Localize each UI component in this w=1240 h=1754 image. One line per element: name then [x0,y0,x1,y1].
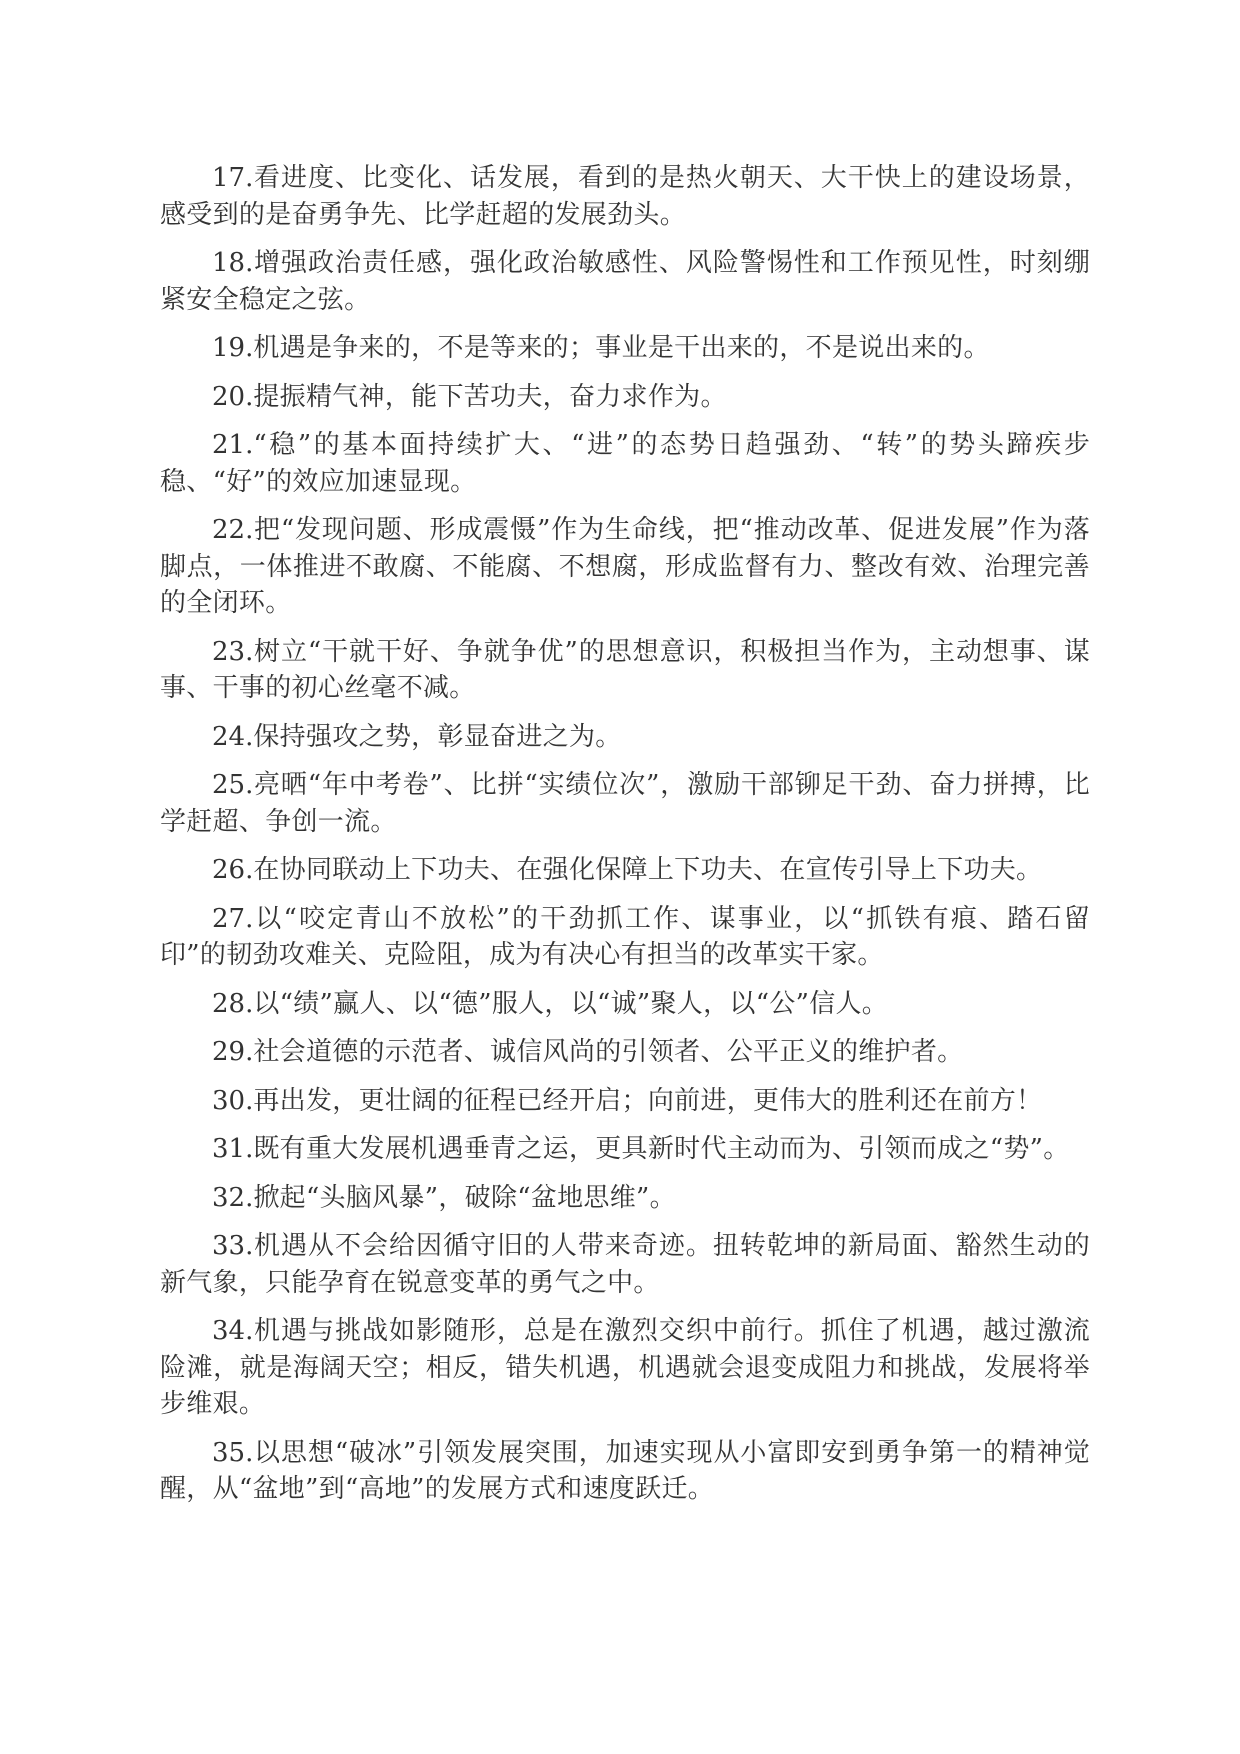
list-item [160,767,1090,840]
item-text: 再出发，更壮阔的征程已经开启；向前进，更伟大的胜利还在前方！ [253,1085,1043,1116]
item-number: 34. [212,1316,254,1346]
item-number: 18. [212,248,254,278]
list-item [160,901,1090,974]
item-text: 增强政治责任感，强化政治敏感性、风险警惕性和工作预见性，时刻绷紧安全稳定之弦。 [160,248,1090,315]
list-item [160,1180,1090,1217]
item-text: 社会道德的示范者、诚信风尚的引领者、公平正义的维护者。 [253,1037,964,1067]
item-text: 既有重大发展机遇垂青之运，更具新时代主动而为、引领而成之“势”。 [253,1134,1070,1164]
item-text: 保持强攻之势，彰显奋进之为。 [253,721,622,752]
list-item [160,1083,1090,1120]
item-text: 以“绩”赢人、以“德”服人，以“诚”聚人，以“公”信人。 [253,988,889,1019]
item-number: 33. [212,1231,254,1261]
item-text: 掀起“头脑风暴”，破除“盆地思维”。 [253,1182,676,1213]
item-text: 以“咬定青山不放松”的干劲抓工作、谋事业，以“抓铁有痕、踏石留印”的韧劲攻难关、克险阻，成为有决心有担当的改革实干家。 [160,903,1090,970]
item-number: 23. [212,636,254,667]
list-item [160,512,1090,622]
document-page [160,160,1090,1520]
item-text: 以思想“破冰”引领发展突围，加速实现从小富即安到勇争第一的精神觉醒，从“盆地”到“高地”的发展方式和速度跃迁。 [160,1437,1090,1504]
item-number: 31. [212,1134,254,1164]
item-text: 把“发现问题、形成震慑”作为生命线，把“推动改革、促进发展”作为落脚点，一体推进不敢腐、不能腐、不想腐，形成监督有力、整改有效、治理完善的全闭环。 [160,515,1090,618]
list-item [160,1228,1090,1301]
item-number: 32. [212,1182,254,1213]
item-number: 21. [212,430,254,460]
item-text: 机遇从不会给因循守旧的人带来奇迹。扭转乾坤的新局面、豁然生动的新气象，只能孕育在锐意变革的勇气之中。 [160,1231,1090,1298]
list-item [160,634,1090,707]
list-item [160,986,1090,1023]
item-number: 27. [212,903,254,934]
item-number: 30. [212,1085,254,1116]
item-number: 25. [212,770,254,800]
item-number: 26. [212,855,254,885]
list-item [160,852,1090,889]
item-number: 22. [212,515,254,545]
list-item [160,379,1090,416]
list-item [160,160,1090,233]
item-text: 看进度、比变化、话发展，看到的是热火朝天、大干快上的建设场景，感受到的是奋勇争先、比学赶超的发展劲头。 [160,163,1090,230]
item-number: 17. [212,163,254,193]
item-number: 19. [212,333,254,363]
item-number: 20. [212,381,254,412]
list-item [160,245,1090,318]
item-number: 28. [212,988,254,1019]
list-item [160,1034,1090,1071]
item-text: 机遇是争来的，不是等来的；事业是干出来的，不是说出来的。 [253,333,990,363]
item-number: 24. [212,721,254,752]
list-item [160,330,1090,367]
list-item [160,719,1090,756]
list-item [160,1435,1090,1508]
item-text: 机遇与挑战如影随形，总是在激烈交织中前行。抓住了机遇，越过激流险滩，就是海阔天空；相反，错失机遇，机遇就会退变成阻力和挑战，发展将举步维艰。 [160,1316,1090,1419]
list-item [160,427,1090,500]
item-text: 树立“干就干好、争就争优”的思想意识，积极担当作为，主动想事、谋事、干事的初心丝毫不减。 [160,636,1090,703]
item-text: “稳”的基本面持续扩大、“进”的态势日趋强劲、“转”的势头蹄疾步稳、“好”的效应加速显现。 [160,430,1090,497]
item-text: 在协同联动上下功夫、在强化保障上下功夫、在宣传引导上下功夫。 [253,855,1043,885]
item-text: 亮晒“年中考卷”、比拼“实绩位次”，激励干部铆足干劲、奋力拼搏，比学赶超、争创一流。 [160,770,1090,837]
list-item [160,1313,1090,1423]
item-number: 35. [212,1437,254,1468]
item-text: 提振精气神，能下苦功夫，奋力求作为。 [253,381,727,412]
list-item [160,1131,1090,1168]
item-number: 29. [212,1037,254,1067]
